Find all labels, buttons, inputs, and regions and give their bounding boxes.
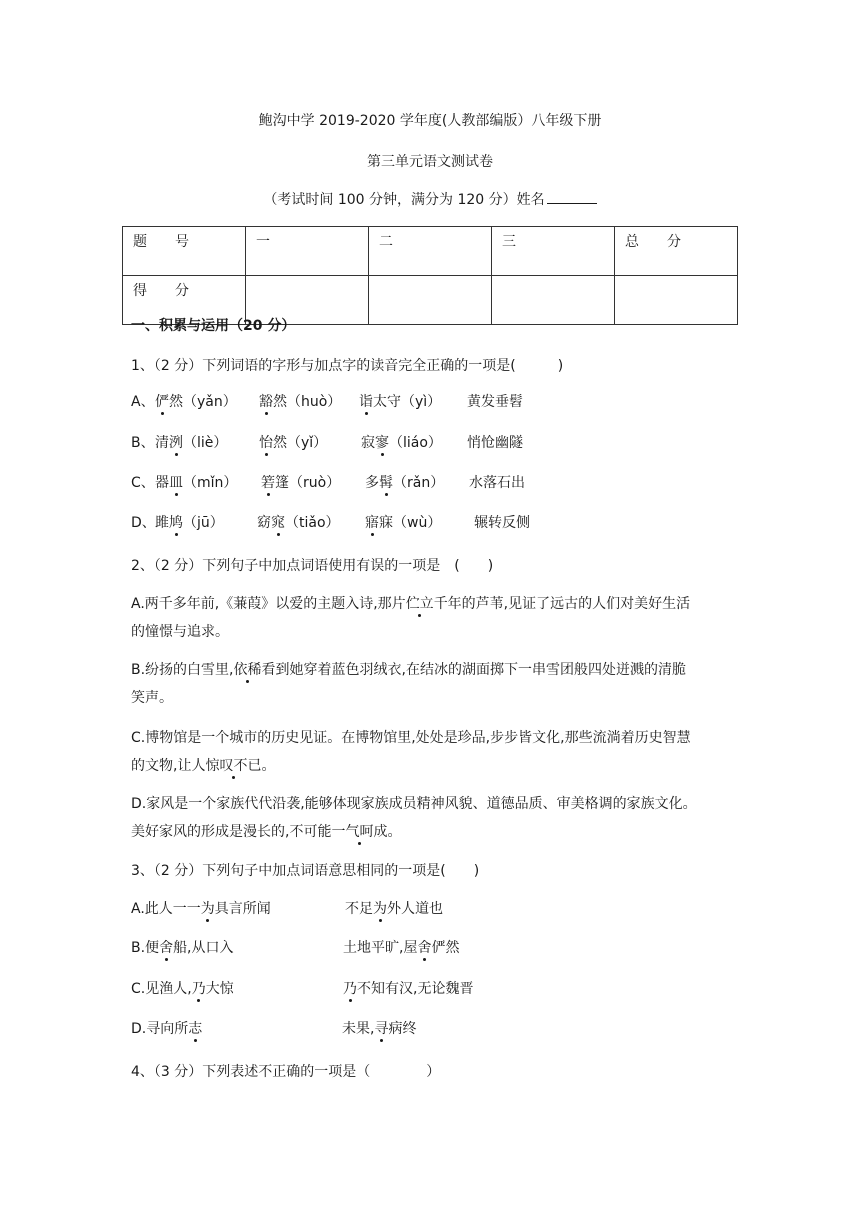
q3-option-b-left	[131, 937, 234, 957]
option-text: 。	[387, 824, 402, 840]
dotted-char: 乃	[191, 981, 206, 997]
q1-option-c	[131, 472, 731, 492]
option-text: （liè）	[183, 435, 228, 451]
q3-option-a-right	[345, 898, 443, 918]
dotted-char: 俨	[155, 394, 169, 410]
dotted-char: 箬	[261, 475, 275, 491]
table-cell: 一	[246, 227, 369, 276]
exam-title: 鲍沟中学 2019-2020 学年度(人教部编版）八年级下册	[258, 113, 602, 129]
option-text: 土地平旷,屋	[343, 940, 418, 956]
option-text: 器	[155, 475, 169, 491]
q2-stem: 2、（2 分）下列句子中加点词语使用有误的一项是 ( )	[131, 558, 494, 574]
option-text: 然（yǐ）	[273, 435, 328, 451]
dotted-char: 为	[373, 901, 387, 917]
dotted-char: 为	[200, 901, 215, 917]
dotted-char: 乃	[343, 981, 357, 997]
option-text: 具言所闻	[214, 901, 271, 917]
dotted-char: 诣	[359, 394, 373, 410]
dotted-char: 豁	[259, 394, 273, 410]
table-cell: 题 号	[123, 227, 246, 276]
option-text: （rǎn）	[393, 475, 445, 491]
option-text: 看到她穿着蓝色羽绒衣,在结冰的湖面掷下一串雪团般四处迸溅的清脆	[261, 662, 686, 678]
dotted-word: 依稀	[233, 662, 262, 678]
option-label: A、	[131, 394, 155, 410]
dotted-char: 洌	[169, 435, 183, 451]
table-cell: 总 分	[615, 227, 738, 276]
option-text: （jū）	[183, 515, 224, 531]
option-text: 水落石出	[469, 475, 525, 491]
option-text: A.此人一一	[131, 901, 201, 917]
table-cell: 得 分	[123, 276, 246, 325]
q3-option-c-right	[343, 978, 473, 998]
dotted-char: 寥	[375, 435, 389, 451]
name-blank[interactable]	[547, 189, 597, 204]
option-text: 然（huò）	[273, 394, 342, 410]
option-label: C、	[131, 475, 155, 491]
option-text: 美好家风的形成是漫长的,不可能	[131, 824, 332, 840]
dotted-word: 惊叹不已	[205, 758, 262, 774]
q3-option-a-left	[131, 898, 271, 918]
option-text: 大惊	[205, 981, 234, 997]
option-text: B.纷扬的白雪里,	[131, 662, 234, 678]
option-text: 未果,	[342, 1021, 375, 1037]
option-text: 然（yǎn）	[169, 394, 237, 410]
q2-option-b-line2: 笑声。	[131, 690, 173, 706]
q3-option-d-left	[131, 1018, 202, 1038]
q2-option-b-line1	[131, 659, 686, 679]
q2-option-c-line1: C.博物馆是一个城市的历史见证。在博物馆里,处处是珍品,步步皆文化,那些流淌着历史智慧	[131, 730, 691, 746]
q3-stem: 3、（2 分）下列句子中加点词语意思相同的一项是( )	[131, 863, 480, 879]
dotted-char: 鸠	[169, 515, 183, 531]
score-cell[interactable]	[369, 276, 492, 325]
table-cell: 二	[369, 227, 492, 276]
option-text: 病终	[388, 1021, 417, 1037]
option-text: （mǐn）	[183, 475, 238, 491]
dotted-char: 舍	[159, 940, 174, 956]
option-text: 篷（ruò）	[275, 475, 341, 491]
option-text: 雎	[155, 515, 169, 531]
q2-option-c-line2	[131, 755, 275, 775]
option-text: 太守（yì）	[373, 394, 442, 410]
option-text: 船,从口入	[173, 940, 234, 956]
dotted-char: 皿	[169, 475, 183, 491]
table-cell: 三	[492, 227, 615, 276]
option-text: 窈	[257, 515, 271, 531]
dotted-word: 伫立	[405, 596, 434, 612]
option-text: 黄发垂髫	[467, 394, 523, 410]
option-text: 辗转反侧	[474, 515, 530, 531]
dotted-char: 怡	[259, 435, 273, 451]
exam-info-text: （考试时间 100 分钟，满分为 120 分）姓名	[263, 192, 545, 208]
option-text: 千年的芦苇,见证了远古的人们对美好生活	[433, 596, 691, 612]
option-text: 寐（wù）	[379, 515, 442, 531]
option-text: （tiǎo）	[285, 515, 340, 531]
dotted-char: 髯	[379, 475, 393, 491]
section-heading: 一、积累与运用（20 分）	[131, 318, 296, 334]
q1-option-b	[131, 432, 731, 452]
option-text: 的文物,让人	[131, 758, 206, 774]
option-text: 寂	[361, 435, 375, 451]
exam-info	[0, 189, 860, 209]
q1-option-a	[131, 391, 731, 411]
q3-option-d-right	[342, 1018, 416, 1038]
dotted-char: 寤	[365, 515, 379, 531]
q1-stem: 1、（2 分）下列词语的字形与加点字的读音完全正确的一项是( )	[131, 358, 564, 374]
exam-subtitle: 第三单元语文测试卷	[367, 154, 493, 170]
option-text: 。	[261, 758, 276, 774]
option-text: 多	[365, 475, 379, 491]
q2-option-d-line1: D.家风是一个家族代代沿袭,能够体现家族成员精神风貌、道德品质、审美格调的家族文化。	[131, 796, 697, 812]
score-cell[interactable]	[615, 276, 738, 325]
dotted-char: 寻	[374, 1021, 389, 1037]
q2-option-d-line2	[131, 821, 401, 841]
option-text: B.便	[131, 940, 160, 956]
q1-option-d	[131, 512, 731, 532]
option-label: D、	[131, 515, 156, 531]
score-table	[122, 226, 738, 325]
option-text: 不知有汉,无论魏晋	[357, 981, 474, 997]
dotted-char: 窕	[271, 515, 285, 531]
q3-option-b-right	[343, 937, 459, 957]
table-row	[123, 227, 738, 276]
option-text: A.两千多年前,《蒹葭》以爱的主题入诗,那片	[131, 596, 406, 612]
option-text: 清	[155, 435, 169, 451]
q2-option-a-line2: 的憧憬与追求。	[131, 624, 229, 640]
option-label: B、	[131, 435, 155, 451]
option-text: C.见渔人,	[131, 981, 192, 997]
option-text: 俨然	[431, 940, 460, 956]
dotted-char: 志	[188, 1021, 203, 1037]
q3-option-c-left	[131, 978, 234, 998]
q4-stem: 4、（3 分）下列表述不正确的一项是（ ）	[131, 1064, 441, 1080]
score-cell[interactable]	[492, 276, 615, 325]
q2-option-a-line1	[131, 593, 690, 613]
option-text: D.寻向所	[131, 1021, 189, 1037]
dotted-char: 舍	[417, 940, 432, 956]
option-text: 外人道也	[387, 901, 443, 917]
option-text: 不足	[345, 901, 373, 917]
option-text: 悄怆幽隧	[467, 435, 523, 451]
option-text: （liáo）	[389, 435, 442, 451]
dotted-word: 一气呵成	[331, 824, 388, 840]
